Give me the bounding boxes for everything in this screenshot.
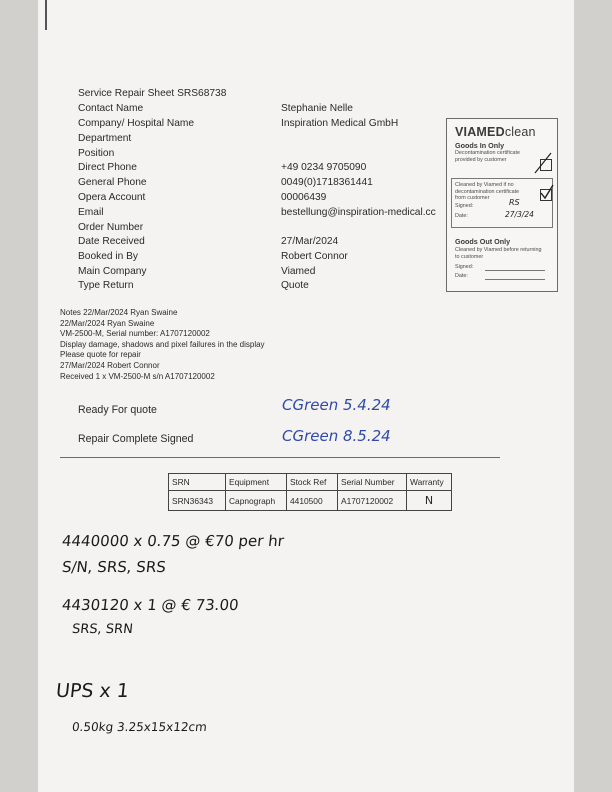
notes-block	[60, 308, 265, 382]
check-mark-icon	[539, 183, 555, 201]
col-header-equipment: Equipment	[226, 474, 287, 491]
col-header-srn: SRN	[169, 474, 226, 491]
sheet-title: Service Repair Sheet SRS68738	[78, 88, 227, 99]
handwritten-line-3: 4430120 x 1 @ € 73.00	[61, 596, 240, 614]
note-line: 22/Mar/2024 Ryan Swaine	[60, 318, 155, 328]
page-edge-mark	[45, 0, 47, 30]
goods-out-line: Cleaned by Viamed before returning to customer	[455, 247, 542, 260]
goods-out-signed-line	[485, 270, 545, 271]
handwritten-line-2: S/N, SRS, SRS	[61, 558, 167, 576]
field-label-date-received: Date Received	[78, 236, 145, 247]
cell-equipment: Capnograph	[226, 491, 287, 511]
note-line: VM-2500-M, Serial number: A1707120002	[60, 329, 210, 339]
stamp-signed-initials: RS	[509, 198, 520, 207]
field-value-opera-account: 00006439	[281, 192, 327, 203]
goods-in-line-1: Decontamination certificate provided by customer	[455, 150, 521, 163]
goods-out-title: Goods Out Only	[455, 237, 511, 246]
field-label-main-company: Main Company	[78, 266, 147, 277]
stamp-brand: VIAMEDclean	[455, 125, 536, 139]
field-value-company: Inspiration Medical GmbH	[281, 118, 399, 129]
field-label-position: Position	[78, 148, 115, 159]
stamp-date-label: Date:	[455, 213, 468, 219]
cell-srn: SRN36343	[169, 491, 226, 511]
note-line: Notes 22/Mar/2024 Ryan Swaine	[60, 308, 178, 317]
field-label-company: Company/ Hospital Name	[78, 118, 195, 129]
note-line: Please quote for repair	[60, 350, 141, 360]
field-label-contact-name: Contact Name	[78, 103, 144, 114]
ready-for-quote-label: Ready For quote	[78, 404, 157, 416]
note-line: Display damage, shadows and pixel failures in the display	[60, 339, 265, 349]
note-line: 27/Mar/2024 Robert Connor	[60, 360, 160, 370]
goods-out-date-line	[485, 279, 545, 280]
handwritten-line-6: 0.50kg 3.25x15x12cm	[71, 720, 208, 734]
field-label-opera-account: Opera Account	[78, 192, 146, 203]
goods-in-line-2: Cleaned by Viamed if no decontamination certificate from customer	[455, 182, 520, 202]
section-divider	[60, 457, 500, 458]
col-header-serial-number: Serial Number	[338, 474, 407, 491]
field-label-type-return: Type Return	[78, 280, 134, 291]
field-label-direct-phone: Direct Phone	[78, 162, 137, 173]
field-label-order-number: Order Number	[78, 222, 144, 233]
col-header-stock-ref: Stock Ref	[287, 474, 338, 491]
goods-in-title: Goods In Only	[455, 141, 505, 150]
cell-warranty: N	[407, 491, 452, 511]
viamed-clean-stamp	[446, 118, 558, 292]
equipment-table	[168, 473, 452, 511]
field-label-department: Department	[78, 133, 132, 144]
table-header-row	[169, 474, 452, 491]
field-value-main-company: Viamed	[281, 266, 316, 277]
slash-mark-icon	[533, 151, 553, 175]
stamp-signed-label: Signed:	[455, 203, 474, 209]
cell-stock-ref: 4410500	[287, 491, 338, 511]
field-value-booked-in-by: Robert Connor	[281, 251, 348, 262]
note-line: Received 1 x VM-2500-M s/n A1707120002	[60, 371, 215, 381]
field-value-email: bestellung@inspiration-medical.cc	[281, 207, 436, 218]
field-label-general-phone: General Phone	[78, 177, 147, 188]
repair-complete-label: Repair Complete Signed	[78, 433, 194, 445]
field-value-date-received: 27/Mar/2024	[281, 236, 339, 247]
field-label-booked-in-by: Booked in By	[78, 251, 139, 262]
stamp-date-value: 27/3/24	[505, 210, 534, 219]
field-value-general-phone: 0049(0)1718361441	[281, 177, 373, 188]
table-row	[169, 491, 452, 511]
field-value-contact-name: Stephanie Nelle	[281, 103, 353, 114]
field-value-type-return: Quote	[281, 280, 309, 291]
goods-out-date-label: Date:	[455, 273, 468, 279]
handwritten-line-4: SRS, SRN	[71, 622, 134, 637]
repair-complete-signature: CGreen 8.5.24	[282, 427, 391, 445]
field-value-direct-phone: +49 0234 9705090	[281, 162, 367, 173]
handwritten-line-5: UPS x 1	[54, 680, 130, 702]
ready-for-quote-signature: CGreen 5.4.24	[282, 396, 391, 414]
goods-out-signed-label: Signed:	[455, 264, 474, 270]
col-header-warranty: Warranty	[407, 474, 452, 491]
field-label-email: Email	[78, 207, 104, 218]
cell-serial-number: A1707120002	[338, 491, 407, 511]
handwritten-line-1: 4440000 x 0.75 @ €70 per hr	[61, 532, 285, 550]
